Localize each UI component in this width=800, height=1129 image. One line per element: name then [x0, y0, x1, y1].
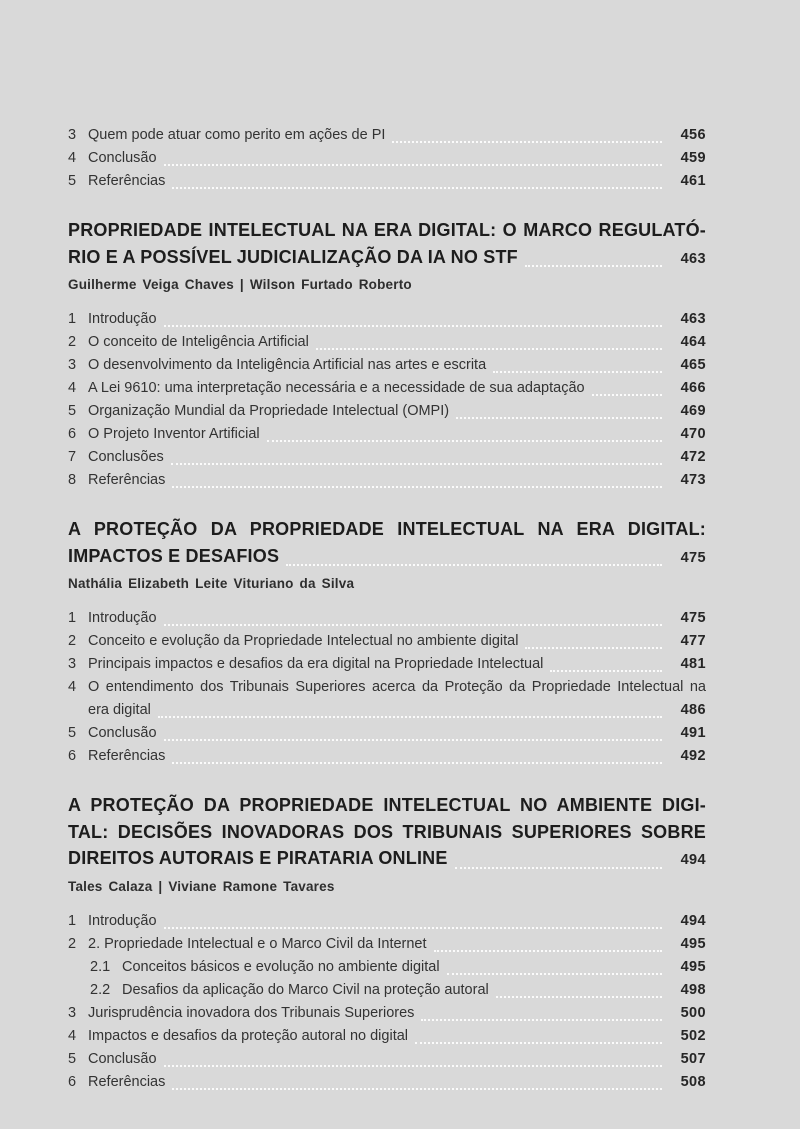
entry-number: 2	[68, 334, 77, 350]
entry-title: Conclusões	[88, 449, 164, 465]
entry-title: Desafios da aplicação do Marco Civil na proteção autoral	[122, 981, 489, 998]
toc-entry	[68, 423, 706, 446]
toc-entry	[68, 1048, 706, 1071]
entry-title: Introdução	[88, 610, 157, 626]
entry-title: O entendimento dos Tribunais Superiores acerca da Proteção da Propriedade Intelectual na	[88, 679, 706, 695]
toc-section	[68, 217, 706, 492]
entry-number: 2	[68, 633, 77, 649]
toc-entry-list	[68, 910, 706, 1094]
toc-entry	[68, 956, 706, 979]
chapter-title-line: A PROTEÇÃO DA PROPRIEDADE INTELECTUAL NO AMBIENTE DIGI-	[68, 795, 706, 815]
dotted-leader	[164, 624, 662, 626]
entry-title: O conceito de Inteligência Artificial	[88, 334, 309, 350]
toc-entry	[68, 653, 706, 676]
dotted-leader	[172, 486, 662, 488]
dotted-leader	[592, 394, 662, 396]
entry-number: 2.1	[90, 958, 111, 975]
entry-title: O Projeto Inventor Artificial	[88, 426, 260, 442]
dotted-leader	[286, 564, 662, 566]
toc-entry	[68, 676, 706, 699]
entry-title: Referências	[88, 748, 166, 764]
entry-number: 3	[68, 1004, 77, 1021]
toc-entry-list	[68, 308, 706, 492]
chapter-title	[68, 217, 706, 272]
toc-entry	[68, 979, 706, 1002]
chapter-page-number: 494	[680, 852, 706, 868]
entry-number: 5	[68, 173, 77, 189]
toc-entry-list	[68, 124, 706, 193]
entry-number: 4	[68, 380, 77, 396]
entry-page-number: 461	[680, 173, 706, 189]
entry-number: 3	[68, 127, 77, 143]
chapter-title-text: DIREITOS AUTORAIS E PIRATARIA ONLINE	[68, 848, 448, 868]
dotted-leader	[496, 996, 662, 998]
dotted-leader	[456, 417, 662, 419]
toc-entry	[68, 400, 706, 423]
toc-entry	[68, 1025, 706, 1048]
entry-number: 1	[68, 912, 77, 929]
dotted-leader	[172, 1088, 662, 1090]
toc-entry	[68, 354, 706, 377]
entry-title: Conclusão	[88, 150, 157, 166]
entry-page-number: 466	[680, 380, 706, 396]
chapter-authors: Nathália Elizabeth Leite Vituriano da Silva	[68, 576, 355, 591]
dotted-leader	[164, 164, 662, 166]
dotted-leader	[434, 950, 662, 952]
entry-title: Conclusão	[88, 1050, 157, 1067]
chapter-title	[68, 516, 706, 571]
toc-entry-list	[68, 607, 706, 768]
entry-title: Quem pode atuar como perito em ações de PI	[88, 127, 386, 143]
dotted-leader	[267, 440, 662, 442]
toc-entry	[68, 377, 706, 400]
toc-entry	[68, 124, 706, 147]
chapter-authors: Guilherme Veiga Chaves | Wilson Furtado Roberto	[68, 277, 412, 292]
toc-entry	[68, 308, 706, 331]
entry-page-number: 456	[680, 127, 706, 143]
chapter-page-number: 463	[680, 250, 706, 267]
toc-entry	[68, 1071, 706, 1094]
entry-page-number: 477	[680, 633, 706, 649]
entry-title: 2. Propriedade Intelectual e o Marco Civil da Internet	[88, 935, 427, 952]
entry-page-number: 469	[680, 403, 706, 419]
toc-entry-continuation	[68, 699, 706, 722]
entry-title: Referências	[88, 173, 166, 189]
chapter-page-number: 475	[680, 549, 706, 566]
entry-number: 2.2	[90, 981, 111, 998]
entry-title: Referências	[88, 472, 166, 488]
dotted-leader	[171, 463, 662, 465]
toc-entry	[68, 147, 706, 170]
toc-entry	[68, 331, 706, 354]
toc-entry	[68, 745, 706, 768]
entry-number: 4	[68, 150, 77, 166]
entry-title: Conceitos básicos e evolução no ambiente digital	[122, 958, 440, 975]
entry-number: 4	[68, 1027, 77, 1044]
entry-page-number: 492	[680, 748, 706, 764]
entry-page-number: 486	[680, 702, 706, 718]
dotted-leader	[415, 1042, 662, 1044]
entry-title: Impactos e desafios da proteção autoral no digital	[88, 1027, 409, 1044]
dotted-leader	[447, 973, 662, 975]
entry-page-number: 507	[680, 1050, 706, 1067]
entry-title: Referências	[88, 1073, 166, 1090]
chapter-title-line: A PROTEÇÃO DA PROPRIEDADE INTELECTUAL NA ERA DIGITAL:	[68, 519, 706, 539]
entry-number: 5	[68, 1050, 77, 1067]
chapter-title-text: RIO E A POSSÍVEL JUDICIALIZAÇÃO DA IA NO STF	[68, 246, 518, 267]
dotted-leader	[455, 867, 662, 869]
dotted-leader	[158, 716, 662, 718]
entry-title: A Lei 9610: uma interpretação necessária e a necessidade de sua adaptação	[88, 380, 585, 396]
chapter-title-text: IMPACTOS E DESAFIOS	[68, 545, 280, 566]
entry-page-number: 491	[680, 725, 706, 741]
chapter-title-line: PROPRIEDADE INTELECTUAL NA ERA DIGITAL: O MARCO REGULATÓ-	[68, 220, 706, 240]
toc-entry	[68, 170, 706, 193]
toc-sections	[68, 124, 706, 1094]
entry-number: 2	[68, 935, 77, 952]
toc-entry	[68, 630, 706, 653]
entry-title-continuation: era digital	[88, 702, 151, 718]
toc-entry	[68, 722, 706, 745]
chapter-authors: Tales Calaza | Viviane Ramone Tavares	[68, 878, 335, 894]
entry-page-number: 472	[680, 449, 706, 465]
entry-number: 1	[68, 311, 77, 327]
dotted-leader	[550, 670, 662, 672]
entry-title: Conclusão	[88, 725, 157, 741]
dotted-leader	[164, 1065, 662, 1067]
entry-page-number: 494	[680, 912, 706, 929]
toc-entry	[68, 469, 706, 492]
dotted-leader	[392, 141, 662, 143]
entry-title: Principais impactos e desafios da era digital na Propriedade Intelectual	[88, 656, 544, 672]
toc-entry	[68, 910, 706, 933]
dotted-leader	[164, 927, 662, 929]
dotted-leader	[493, 371, 662, 373]
entry-number: 3	[68, 357, 77, 373]
entry-title: Jurisprudência inovadora dos Tribunais Superiores	[88, 1004, 415, 1021]
dotted-leader	[164, 325, 662, 327]
entry-page-number: 500	[680, 1004, 706, 1021]
dotted-leader	[421, 1019, 662, 1021]
toc-section	[68, 124, 706, 193]
entry-number: 5	[68, 403, 77, 419]
entry-number: 4	[68, 679, 77, 695]
dotted-leader	[172, 187, 662, 189]
entry-title: Introdução	[88, 912, 157, 929]
entry-page-number: 470	[680, 426, 706, 442]
toc-section	[68, 516, 706, 768]
entry-number: 7	[68, 449, 77, 465]
toc-entry	[68, 933, 706, 956]
chapter-title-line: TAL: DECISÕES INOVADORAS DOS TRIBUNAIS SUPERIORES SOBRE	[68, 821, 706, 842]
dotted-leader	[525, 647, 662, 649]
entry-number: 8	[68, 472, 77, 488]
toc-section	[68, 792, 706, 1094]
entry-page-number: 508	[680, 1073, 706, 1090]
entry-number: 1	[68, 610, 77, 626]
entry-number: 6	[68, 1073, 77, 1090]
dotted-leader	[172, 762, 662, 764]
entry-page-number: 498	[680, 981, 706, 998]
entry-page-number: 459	[680, 150, 706, 166]
entry-page-number: 495	[680, 958, 706, 975]
entry-number: 3	[68, 656, 77, 672]
chapter-title-last-line	[68, 244, 706, 273]
entry-page-number: 495	[680, 935, 706, 952]
dotted-leader	[316, 348, 662, 350]
chapter-title-last-line	[68, 543, 706, 572]
entry-page-number: 465	[680, 357, 706, 373]
entry-title: O desenvolvimento da Inteligência Artificial nas artes e escrita	[88, 357, 487, 373]
entry-page-number: 475	[680, 610, 706, 626]
entry-number: 6	[68, 426, 77, 442]
entry-page-number: 502	[680, 1027, 706, 1044]
entry-title: Introdução	[88, 311, 157, 327]
entry-page-number: 473	[680, 472, 706, 488]
dotted-leader	[164, 739, 662, 741]
toc-entry	[68, 446, 706, 469]
entry-title: Conceito e evolução da Propriedade Intelectual no ambiente digital	[88, 633, 519, 649]
toc-entry	[68, 1002, 706, 1025]
entry-number: 6	[68, 748, 77, 764]
entry-title: Organização Mundial da Propriedade Intelectual (OMPI)	[88, 403, 450, 419]
chapter-title-last-line	[68, 845, 706, 874]
entry-page-number: 464	[680, 334, 706, 350]
dotted-leader	[525, 265, 662, 267]
entry-number: 5	[68, 725, 77, 741]
entry-page-number: 463	[680, 311, 706, 327]
chapter-title	[68, 792, 706, 874]
entry-page-number: 481	[680, 656, 706, 672]
toc-entry	[68, 607, 706, 630]
